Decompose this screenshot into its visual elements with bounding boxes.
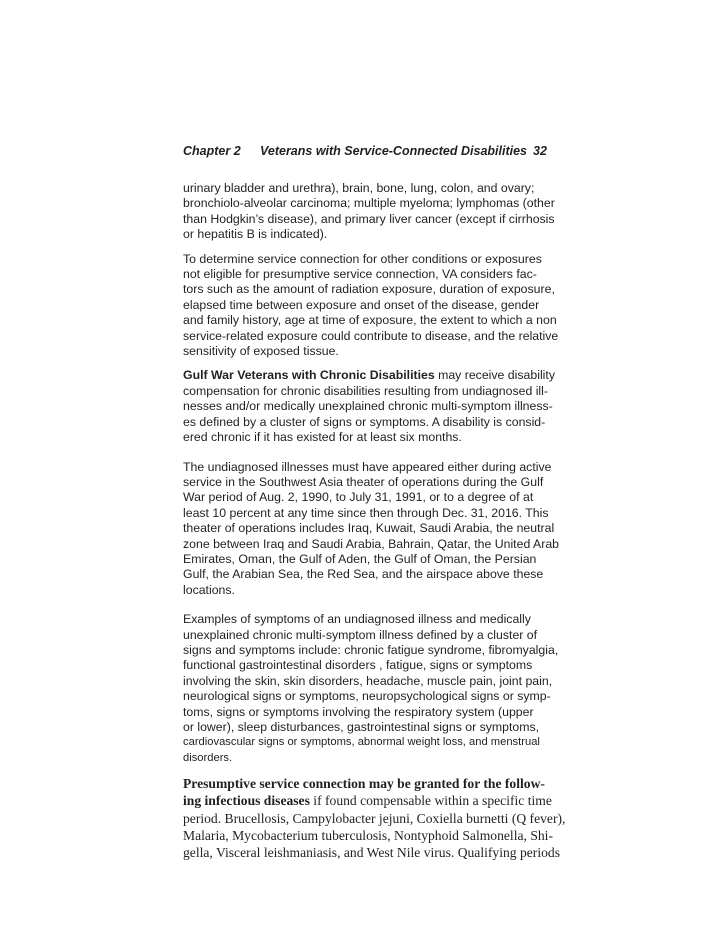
- page-number: 32: [533, 144, 547, 158]
- text-line: elapsed time between exposure and onset of the disease, gender: [183, 297, 540, 312]
- text-line: functional gastrointestinal disorders , fatigue, signs or symptoms: [183, 658, 533, 673]
- paragraph-service-connection: [183, 251, 559, 360]
- text-line: cardiovascular signs or symptoms, abnormal weight loss, and menstrual: [183, 736, 540, 749]
- text-line: Presumptive service connection may be granted for the follow-: [183, 776, 545, 792]
- text-line: signs and symptoms include: chronic fatigue syndrome, fibromyalgia,: [183, 642, 559, 657]
- text-line: neurological signs or symptoms, neuropsychological signs or symp-: [183, 689, 551, 704]
- text-line: To determine service connection for other conditions or exposures: [183, 251, 542, 266]
- text-line: toms, signs or symptoms involving the respiratory system (upper: [183, 704, 534, 719]
- text-line: tors such as the amount of radiation exposure, duration of exposure,: [183, 282, 555, 297]
- chapter-label: Chapter 2: [183, 144, 241, 158]
- text-line: least 10 percent at any time since then through Dec. 31, 2016. This: [183, 505, 549, 520]
- text-line: gella, Visceral leishmaniasis, and West Nile virus. Qualifying periods: [183, 845, 560, 861]
- text-line: Malaria, Mycobacterium tuberculosis, Nontyphoid Salmonella, Shi-: [183, 827, 553, 843]
- paragraph-symptom-examples: [183, 612, 559, 735]
- text-line: Emirates, Oman, the Gulf of Aden, the Gulf of Oman, the Persian: [183, 551, 537, 566]
- text-line: compensation for chronic disabilities resulting from undiagnosed ill-: [183, 383, 548, 398]
- text-line: not eligible for presumptive service connection, VA considers fac-: [183, 267, 537, 282]
- text-line: zone between Iraq and Saudi Arabia, Bahrain, Qatar, the United Arab: [183, 536, 559, 551]
- text-line: disorders.: [183, 751, 233, 764]
- text-line: Examples of symptoms of an undiagnosed illness and medically: [183, 612, 531, 627]
- text-line: service in the Southwest Asia theater of operations during the Gulf: [183, 474, 544, 489]
- text-line: theater of operations includes Iraq, Kuwait, Saudi Arabia, the neutral: [183, 521, 555, 536]
- paragraph-infectious-diseases: [183, 775, 566, 861]
- text-line: [183, 368, 555, 383]
- paragraph-gulf-war-chronic: [183, 368, 555, 445]
- paragraph-undiagnosed-illnesses: [183, 459, 559, 599]
- text-line: Gulf, the Arabian Sea, the Red Sea, and the airspace above these: [183, 567, 544, 582]
- text-line: bronchiolo-alveolar carcinoma; multiple myeloma; lymphomas (other: [183, 196, 555, 211]
- text-line: period. Brucellosis, Campylobacter jejuni, Coxiella burnetti (Q fever),: [183, 810, 566, 826]
- bold-lead: ing infectious diseases: [183, 793, 310, 809]
- text-line: urinary bladder and urethra), brain, bone, lung, colon, and ovary;: [183, 181, 535, 195]
- text-line: service-related exposure could contribute to disease, and the relative: [183, 328, 559, 343]
- body-text: [183, 181, 566, 861]
- text-line: locations.: [183, 582, 235, 597]
- text-line: [183, 792, 552, 809]
- text-run: if found compensable within a specific time: [309, 793, 552, 809]
- text-line: and family history, age at time of exposure, the extent to which a non: [183, 313, 557, 328]
- text-line: or hepatitis B is indicated).: [183, 227, 328, 242]
- text-line: involving the skin, skin disorders, headache, muscle pain, joint pain,: [183, 673, 553, 688]
- section-title: Veterans with Service-Connected Disabilities: [260, 144, 527, 158]
- paragraph-cancer-list: [183, 181, 555, 243]
- text-line: War period of Aug. 2, 1990, to July 31, 1991, or to a degree of at: [183, 490, 534, 505]
- text-run: may receive disability: [434, 368, 555, 383]
- text-line: nesses and/or medically unexplained chronic multi-symptom illness-: [183, 399, 553, 414]
- text-line: than Hodgkin’s disease), and primary liver cancer (except if cirrhosis: [183, 211, 555, 226]
- text-line: ered chronic if it has existed for at least six months.: [183, 430, 462, 445]
- text-line: es defined by a cluster of signs or symptoms. A disability is consid-: [183, 414, 546, 429]
- text-line: or lower), sleep disturbances, gastrointestinal signs or symptoms,: [183, 720, 540, 734]
- text-line: sensitivity of exposed tissue.: [183, 344, 339, 359]
- paragraph-symptom-examples-end: [183, 735, 548, 766]
- text-line: unexplained chronic multi-symptom illness defined by a cluster of: [183, 627, 538, 642]
- bold-lead: Gulf War Veterans with Chronic Disabilities: [183, 368, 435, 383]
- text-line: The undiagnosed illnesses must have appeared either during active: [183, 459, 552, 474]
- running-header: [183, 143, 548, 163]
